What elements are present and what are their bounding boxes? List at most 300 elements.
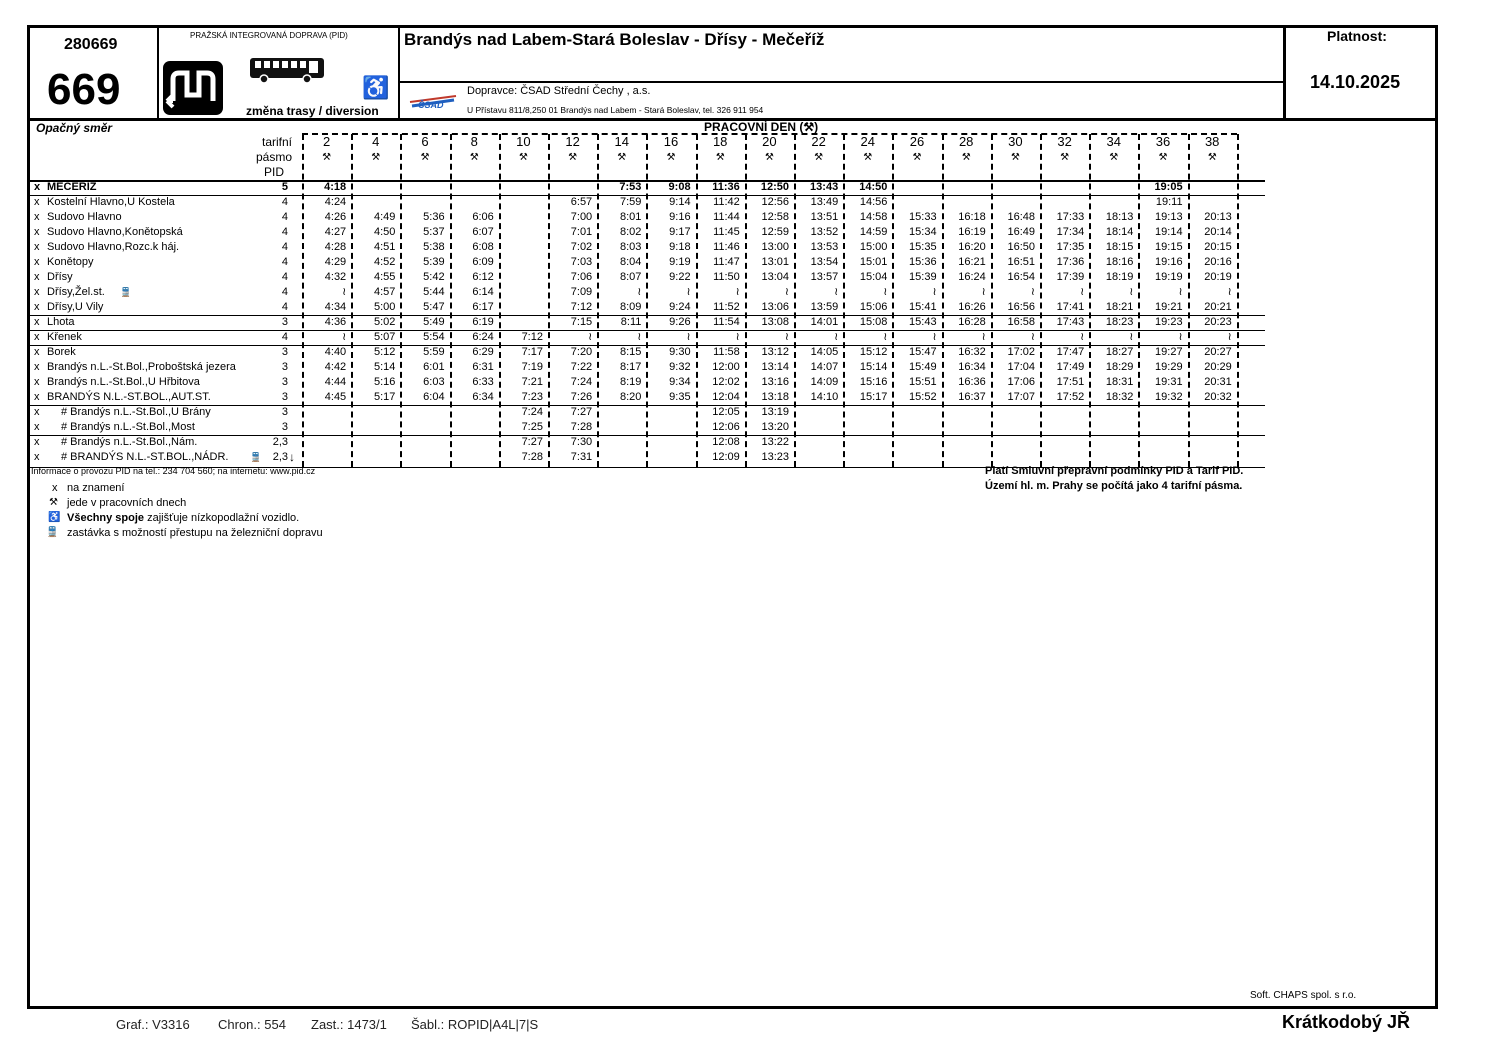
departure-time: 14:50 xyxy=(859,181,888,193)
departure-time: 13:08 xyxy=(761,316,789,328)
tariff-zone: 4 xyxy=(281,286,288,298)
departure-time: 4:28 xyxy=(324,241,347,253)
departure-time: 6:34 xyxy=(472,391,494,403)
departure-time: 18:16 xyxy=(1105,256,1134,268)
departure-time: 16:50 xyxy=(1007,241,1035,253)
departure-time: 4:18 xyxy=(324,181,347,193)
departure-time: 18:32 xyxy=(1105,391,1134,403)
departure-time: 11:46 xyxy=(713,241,740,253)
trip-number: 8 xyxy=(470,134,478,149)
departure-time: 15:08 xyxy=(859,316,888,328)
departure-time: 20:29 xyxy=(1204,361,1232,373)
header-divider xyxy=(1283,27,1286,120)
departure-time: 4:29 xyxy=(324,256,347,268)
departure-time: 13:51 xyxy=(810,211,839,223)
request-stop-mark: x xyxy=(34,181,41,193)
departure-time: 4:36 xyxy=(324,316,347,328)
departure-time: 12:50 xyxy=(760,181,789,193)
bypass-mark: ≀ xyxy=(342,331,347,343)
info-line: Informace o provozu PID na tel.: 234 704 560; na internetu: www.pid.cz xyxy=(31,466,316,476)
departure-time: 19:13 xyxy=(1155,211,1183,223)
departure-time: 20:31 xyxy=(1204,376,1232,388)
departure-time: 16:19 xyxy=(958,226,986,238)
tariff-zone: 3 xyxy=(281,346,288,358)
tariff-zone: 2,3 xyxy=(272,451,288,463)
request-stop-mark: x xyxy=(34,361,40,373)
departure-time: 9:35 xyxy=(669,391,691,403)
tariff-zone: 4 xyxy=(281,331,288,343)
departure-time: 4:57 xyxy=(373,286,396,298)
tariff-zone: 3 xyxy=(281,361,288,373)
diversion-label: změna trasy / diversion xyxy=(246,104,379,118)
departure-time: 9:30 xyxy=(669,346,691,358)
departure-time: 9:26 xyxy=(669,316,691,328)
train-icon: 🚆 xyxy=(250,452,262,462)
request-stop-mark: x xyxy=(34,376,40,388)
bypass-mark: ≀ xyxy=(1129,331,1134,343)
trip-hammer-icon: ⚒ xyxy=(1109,152,1119,163)
bypass-mark: ≀ xyxy=(1227,331,1232,343)
departure-time: 14:59 xyxy=(859,226,888,238)
departure-time: 16:37 xyxy=(958,391,986,403)
bus-icon xyxy=(249,56,325,89)
departure-time: 17:36 xyxy=(1056,256,1085,268)
trip-hammer-icon: ⚒ xyxy=(469,152,479,163)
trip-number: 6 xyxy=(421,134,429,149)
header-divider xyxy=(398,27,400,120)
departure-time: 7:17 xyxy=(521,346,543,358)
bypass-mark: ≀ xyxy=(932,331,937,343)
departure-time: 8:04 xyxy=(619,256,642,268)
request-stop-mark: x xyxy=(34,346,40,358)
tariff-zone: 4 xyxy=(281,271,288,283)
tariff-zone: 4 xyxy=(281,256,288,268)
departure-time: 12:02 xyxy=(712,376,740,388)
svg-text:ČSAD: ČSAD xyxy=(418,100,444,110)
departure-time: 8:15 xyxy=(619,346,642,358)
departure-time: 6:57 xyxy=(570,196,593,208)
line-number: 669 xyxy=(47,65,121,114)
departure-time: 17:34 xyxy=(1056,226,1085,238)
departure-time: 5:02 xyxy=(373,316,396,328)
departure-time: 16:49 xyxy=(1007,226,1035,238)
departure-time: 20:19 xyxy=(1204,271,1232,283)
departure-time: 13:23 xyxy=(761,451,789,463)
departure-time: 9:22 xyxy=(669,271,691,283)
departure-time: 7:26 xyxy=(570,391,593,403)
departure-time: 9:18 xyxy=(669,241,691,253)
departure-time: 7:15 xyxy=(570,316,593,328)
tariff-zone: 4 xyxy=(281,301,288,313)
departure-time: 6:29 xyxy=(472,346,494,358)
departure-time: 17:07 xyxy=(1007,391,1035,403)
departure-time: 8:20 xyxy=(619,391,642,403)
departure-time: 14:58 xyxy=(859,211,888,223)
departure-time: 16:34 xyxy=(958,361,986,373)
bypass-mark: ≀ xyxy=(735,286,740,298)
departure-time: 20:15 xyxy=(1204,241,1232,253)
departure-time: 4:26 xyxy=(324,211,347,223)
departure-time: 17:06 xyxy=(1007,376,1035,388)
stop-name: Brandýs n.L.-St.Bol.,Proboštská jezera xyxy=(47,361,236,373)
departure-time: 7:27 xyxy=(570,406,593,418)
stop-name: # Brandýs n.L.-St.Bol.,U Brány xyxy=(61,406,211,418)
departure-time: 11:50 xyxy=(713,271,740,283)
row-separator xyxy=(30,405,1265,406)
departure-time: 5:17 xyxy=(373,391,396,403)
departure-time: 9:16 xyxy=(669,211,691,223)
departure-time: 15:33 xyxy=(909,211,937,223)
departure-time: 4:34 xyxy=(324,301,347,313)
departure-time: 19:14 xyxy=(1155,226,1183,238)
departure-time: 4:51 xyxy=(373,241,396,253)
departure-time: 5:00 xyxy=(373,301,396,313)
departure-time: 12:00 xyxy=(712,361,740,373)
departure-time: 7:09 xyxy=(570,286,593,298)
departure-time: 16:54 xyxy=(1007,271,1035,283)
stop-name: Dřísy xyxy=(47,271,73,283)
bypass-mark: ≀ xyxy=(1080,331,1085,343)
departure-time: 12:08 xyxy=(712,436,740,448)
departure-time: 6:04 xyxy=(423,391,445,403)
tariff-zone: 2,3 xyxy=(272,436,288,448)
departure-time: 17:02 xyxy=(1007,346,1035,358)
departure-time: 19:31 xyxy=(1155,376,1183,388)
departure-time: 19:11 xyxy=(1155,196,1183,208)
departure-time: 5:44 xyxy=(423,286,445,298)
departure-time: 4:32 xyxy=(324,271,347,283)
departure-time: 4:52 xyxy=(373,256,396,268)
trip-number: 14 xyxy=(614,134,630,149)
departure-time: 19:05 xyxy=(1154,181,1183,193)
departure-time: 20:32 xyxy=(1204,391,1232,403)
legend-train-text: zastávka s možností přestupu na železniční dopravu xyxy=(67,527,323,539)
departure-time: 9:24 xyxy=(669,301,691,313)
departure-time: 15:17 xyxy=(859,391,888,403)
bypass-mark: ≀ xyxy=(834,286,839,298)
departure-time: 5:39 xyxy=(423,256,445,268)
departure-time: 15:36 xyxy=(909,256,937,268)
departure-time: 15:34 xyxy=(909,226,937,238)
request-stop-mark: x xyxy=(34,421,40,433)
zone-header-3: PID xyxy=(263,165,284,179)
departure-time: 5:16 xyxy=(373,376,396,388)
trip-hammer-icon: ⚒ xyxy=(715,152,725,163)
departure-time: 5:07 xyxy=(373,331,396,343)
departure-time: 12:58 xyxy=(761,211,789,223)
bypass-mark: ≀ xyxy=(932,286,937,298)
carrier-logo xyxy=(408,88,458,115)
departure-time: 8:17 xyxy=(619,361,642,373)
sabl-code: Šabl.: ROPID|A4L|7|S xyxy=(411,1017,539,1032)
request-stop-mark: x xyxy=(34,271,40,283)
departure-time: 7:28 xyxy=(521,451,543,463)
departure-time: 13:52 xyxy=(810,226,839,238)
departure-time: 18:21 xyxy=(1105,301,1134,313)
departure-time: 18:23 xyxy=(1105,316,1134,328)
departure-time: 7:22 xyxy=(570,361,593,373)
departure-time: 11:44 xyxy=(713,211,740,223)
departure-time: 7:02 xyxy=(570,241,593,253)
stop-name: MEČEŘÍŽ xyxy=(47,181,97,193)
bypass-mark: ≀ xyxy=(1080,286,1085,298)
bypass-mark: ≀ xyxy=(637,286,642,298)
request-stop-mark: x xyxy=(34,391,40,403)
trip-hammer-icon: ⚒ xyxy=(371,152,381,163)
departure-time: 4:42 xyxy=(324,361,347,373)
departure-time: 5:59 xyxy=(423,346,445,358)
wheelchair-icon: ♿ xyxy=(362,75,390,100)
departure-time: 16:48 xyxy=(1007,211,1035,223)
tariff-zone: 4 xyxy=(281,241,288,253)
bypass-mark: ≀ xyxy=(981,286,986,298)
stop-name: Borek xyxy=(47,346,76,358)
departure-time: 7:24 xyxy=(521,406,543,418)
departure-time: 6:17 xyxy=(472,301,494,313)
legend-lowfloor-text: zajišťuje nízkopodlažní vozidlo. xyxy=(144,512,300,524)
departure-time: 15:43 xyxy=(909,316,937,328)
zone-header-2: pásmo xyxy=(255,150,292,164)
departure-time: 11:54 xyxy=(713,316,740,328)
legend-lowfloor-bold: Všechny spoje xyxy=(67,512,145,524)
departure-time: 8:02 xyxy=(619,226,642,238)
departure-time: 9:34 xyxy=(669,376,691,388)
row-separator xyxy=(30,435,1265,436)
departure-time: 4:45 xyxy=(324,391,347,403)
bypass-mark: ≀ xyxy=(342,286,347,298)
departure-time: 16:32 xyxy=(958,346,986,358)
departure-time: 12:56 xyxy=(761,196,789,208)
departure-time: 14:05 xyxy=(810,346,839,358)
bypass-mark: ≀ xyxy=(1030,286,1035,298)
stop-name: Kostelní Hlavno,U Kostela xyxy=(47,196,175,208)
departure-time: 20:27 xyxy=(1204,346,1232,358)
departure-time: 7:00 xyxy=(570,211,593,223)
departure-time: 20:14 xyxy=(1204,226,1232,238)
departure-time: 9:14 xyxy=(669,196,691,208)
bypass-mark: ≀ xyxy=(834,331,839,343)
departure-time: 4:44 xyxy=(324,376,347,388)
trip-hammer-icon: ⚒ xyxy=(814,152,824,163)
departure-time: 17:47 xyxy=(1056,346,1085,358)
trip-number: 4 xyxy=(372,134,380,149)
departure-time: 16:21 xyxy=(958,256,986,268)
trip-number: 30 xyxy=(1008,134,1023,149)
departure-time: 7:53 xyxy=(619,181,642,193)
departure-time: 13:01 xyxy=(761,256,789,268)
departure-time: 15:06 xyxy=(859,301,888,313)
timetable-type: Krátkodobý JŘ xyxy=(1282,1012,1411,1032)
departure-time: 16:18 xyxy=(958,211,986,223)
departure-time: 7:31 xyxy=(570,451,593,463)
departure-time: 17:33 xyxy=(1056,211,1085,223)
request-stop-mark: x xyxy=(34,451,40,463)
diversion-icon xyxy=(163,61,223,115)
departure-time: 19:21 xyxy=(1155,301,1183,313)
request-stop-mark: x xyxy=(34,196,40,208)
departure-time: 6:08 xyxy=(472,241,494,253)
request-stop-mark: x xyxy=(34,211,40,223)
departure-time: 13:19 xyxy=(761,406,789,418)
departure-time: 7:01 xyxy=(570,226,593,238)
tariff-zone: 4 xyxy=(281,211,288,223)
zast-code: Zast.: 1473/1 xyxy=(311,1017,387,1032)
stop-name: Sudovo Hlavno xyxy=(47,211,122,223)
trip-number: 22 xyxy=(811,134,826,149)
departure-time: 8:01 xyxy=(619,211,642,223)
stop-name: Lhota xyxy=(47,316,75,328)
departure-time: 6:19 xyxy=(472,316,494,328)
request-stop-mark: x xyxy=(34,331,40,343)
trip-number: 32 xyxy=(1057,134,1072,149)
departure-time: 15:47 xyxy=(909,346,937,358)
chron-code: Chron.: 554 xyxy=(218,1017,286,1032)
departure-time: 13:06 xyxy=(761,301,789,313)
departure-time: 4:50 xyxy=(373,226,396,238)
trip-number: 12 xyxy=(565,134,580,149)
departure-time: 11:52 xyxy=(713,301,740,313)
trip-hammer-icon: ⚒ xyxy=(912,152,922,163)
departure-time: 5:12 xyxy=(373,346,396,358)
tariff-zone: 5 xyxy=(281,181,288,193)
bypass-mark: ≀ xyxy=(784,331,789,343)
departure-time: 19:16 xyxy=(1155,256,1183,268)
departure-time: 15:14 xyxy=(859,361,888,373)
stop-name: # Brandýs n.L.-St.Bol.,Nám. xyxy=(61,436,198,448)
tariff-zone: 4 xyxy=(281,196,288,208)
trip-number: 28 xyxy=(958,134,974,149)
departure-time: 7:24 xyxy=(570,376,593,388)
departure-time: 7:28 xyxy=(570,421,593,433)
departure-time: 13:54 xyxy=(810,256,839,268)
departure-time: 7:20 xyxy=(570,346,593,358)
departure-time: 4:27 xyxy=(324,226,347,238)
validity-date: 14.10.2025 xyxy=(1310,72,1401,92)
departure-time: 15:16 xyxy=(859,376,888,388)
tariff-zone: 3 xyxy=(281,406,288,418)
software-credit: Soft. CHAPS spol. s r.o. xyxy=(1250,990,1357,1001)
departure-time: 15:49 xyxy=(909,361,937,373)
departure-time: 5:14 xyxy=(373,361,396,373)
stop-name: Brandýs n.L.-St.Bol.,U Hřbitova xyxy=(47,376,200,388)
departure-time: 7:23 xyxy=(521,391,543,403)
departure-time: 16:20 xyxy=(958,241,986,253)
departure-time: 11:36 xyxy=(712,181,740,193)
trip-number: 34 xyxy=(1106,134,1122,149)
departure-time: 5:47 xyxy=(423,301,445,313)
request-stop-mark: x xyxy=(34,406,40,418)
stop-name: # BRANDÝS N.L.-ST.BOL.,NÁDR. xyxy=(61,451,229,463)
carrier-address: U Přístavu 811/8,250 01 Brandýs nad Labem - Stará Boleslav, tel. 326 911 954 xyxy=(467,105,764,115)
departure-time: 14:01 xyxy=(810,316,839,328)
departure-time: 12:06 xyxy=(712,421,740,433)
bypass-mark: ≀ xyxy=(784,286,789,298)
trip-number: 38 xyxy=(1204,134,1220,149)
departure-time: 13:14 xyxy=(761,361,789,373)
departure-time: 7:27 xyxy=(521,436,543,448)
bypass-mark: ≀ xyxy=(686,331,691,343)
legend-x-symbol: x xyxy=(52,482,58,494)
departure-time: 5:54 xyxy=(423,331,445,343)
trip-hammer-icon: ⚒ xyxy=(420,152,430,163)
direction-label: Opačný směr xyxy=(36,121,113,135)
header-divider xyxy=(157,27,159,120)
hammer-icon: ⚒ xyxy=(49,497,58,508)
bypass-mark: ≀ xyxy=(1227,286,1232,298)
trip-hammer-icon: ⚒ xyxy=(518,152,528,163)
departure-time: 12:09 xyxy=(712,451,740,463)
departure-time: 7:30 xyxy=(570,436,593,448)
stop-name: Sudovo Hlavno,Konětopská xyxy=(47,226,183,238)
stop-name: Dřísy,U Vily xyxy=(47,301,104,313)
departure-time: 13:49 xyxy=(810,196,839,208)
departure-time: 6:24 xyxy=(472,331,494,343)
stop-name: # Brandýs n.L.-St.Bol.,Most xyxy=(61,421,195,433)
departure-time: 6:03 xyxy=(423,376,445,388)
stop-name: Křenek xyxy=(47,331,82,343)
departure-time: 5:37 xyxy=(423,226,445,238)
trip-hammer-icon: ⚒ xyxy=(617,152,627,163)
departure-time: 6:01 xyxy=(423,361,445,373)
departure-time: 6:07 xyxy=(472,226,494,238)
departure-time: 13:57 xyxy=(810,271,839,283)
departure-time: 20:21 xyxy=(1204,301,1232,313)
departure-time: 17:52 xyxy=(1056,391,1085,403)
departure-time: 13:12 xyxy=(761,346,789,358)
trip-hammer-icon: ⚒ xyxy=(666,152,676,163)
departure-time: 5:38 xyxy=(423,241,445,253)
day-type-label: PRACOVNÍ DEN (⚒) xyxy=(704,120,819,134)
departure-time: 17:39 xyxy=(1056,271,1085,283)
trip-hammer-icon: ⚒ xyxy=(1010,152,1020,163)
trip-hammer-icon: ⚒ xyxy=(863,152,873,163)
departure-time: 14:07 xyxy=(810,361,839,373)
departure-time: 12:05 xyxy=(712,406,740,418)
departure-time: 7:12 xyxy=(570,301,593,313)
departure-time: 15:12 xyxy=(859,346,888,358)
trip-number: 36 xyxy=(1155,134,1171,149)
legend-lowfloor xyxy=(67,512,299,524)
zone-header-1: tarifní xyxy=(261,135,292,149)
departure-time: 13:53 xyxy=(810,241,839,253)
departure-time: 4:40 xyxy=(324,346,347,358)
departure-time: 9:19 xyxy=(669,256,691,268)
departure-time: 7:12 xyxy=(521,331,543,343)
departure-time: 6:14 xyxy=(472,286,494,298)
departure-time: 18:31 xyxy=(1105,376,1134,388)
departure-time: 16:24 xyxy=(958,271,986,283)
departure-time: 8:03 xyxy=(619,241,642,253)
request-stop-mark: x xyxy=(34,436,40,448)
arrow-down-icon: ↓ xyxy=(289,450,295,464)
departure-time: 8:07 xyxy=(619,271,642,283)
departure-time: 15:01 xyxy=(859,256,888,268)
bypass-mark: ≀ xyxy=(1178,286,1183,298)
departure-time: 18:27 xyxy=(1105,346,1134,358)
departure-time: 20:16 xyxy=(1204,256,1232,268)
departure-time: 7:59 xyxy=(619,196,642,208)
departure-time: 16:28 xyxy=(958,316,986,328)
tariff-zone: 3 xyxy=(281,391,288,403)
request-stop-mark: x xyxy=(34,241,40,253)
departure-time: 17:41 xyxy=(1056,301,1085,313)
departure-time: 17:51 xyxy=(1056,376,1085,388)
departure-time: 6:31 xyxy=(472,361,494,373)
pid-label: PRAŽSKÁ INTEGROVANÁ DOPRAVA (PID) xyxy=(190,31,348,40)
departure-time: 8:09 xyxy=(619,301,642,313)
departure-time: 19:27 xyxy=(1155,346,1183,358)
bypass-mark: ≀ xyxy=(883,331,888,343)
